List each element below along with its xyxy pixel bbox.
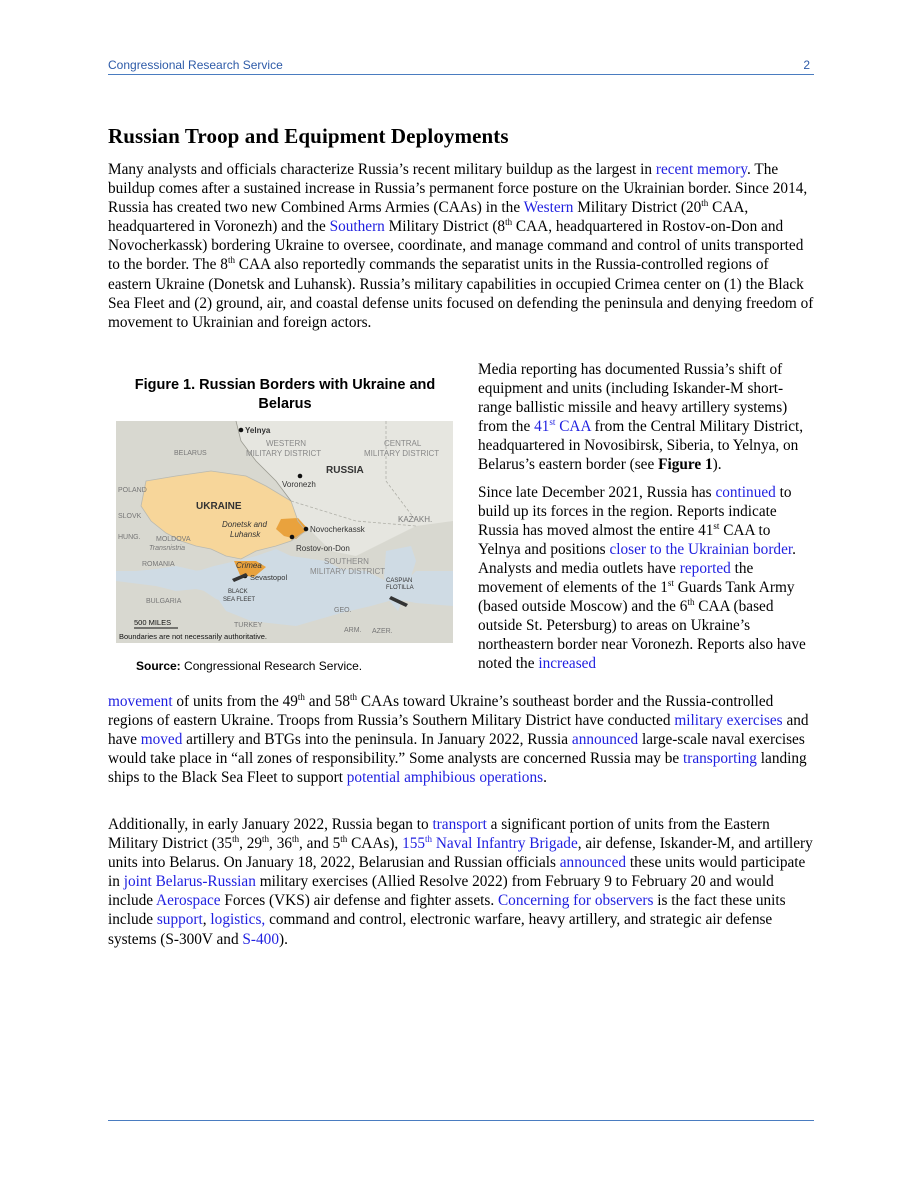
link-announced-belarus[interactable]: announced (559, 854, 627, 872)
label-donetsk-1: Donetsk and (222, 520, 267, 529)
header-rule (108, 74, 814, 75)
label-azer: AZER. (372, 628, 393, 635)
label-western-md-2: MILITARY DISTRICT (246, 449, 322, 458)
label-russia: RUSSIA (326, 465, 364, 476)
link-recent-memory[interactable]: recent memory (655, 161, 748, 178)
link-transporting[interactable]: transporting (683, 750, 757, 768)
link-moved[interactable]: moved (140, 731, 183, 749)
label-ukraine: UKRAINE (196, 501, 242, 512)
figure-source: Source: Congressional Research Service. (136, 659, 363, 673)
header-org: Congressional Research Service (108, 58, 283, 72)
paragraph-3b: movement of units from the 49th and 58th CAAs toward Ukraine’s southeast border and the Russia-controlled regions of eastern Ukraine. Troops from Russia’s Southern Military District have conducted military exercises and have moved artillery and BTGs into the peninsula. In January 2022, Russia announced large-scale naval exercises would take place in “all zones of responsibility.” Some analysts are concerned Russia may be transporting landing ships to the Black Sea Fleet to support potential amphibious operations. (108, 692, 809, 787)
paragraph-4: Additionally, in early January 2022, Russia began to transport a significant portion of units from the Eastern Military District (35th, 29th, 36th, and 5th CAAs), 155th Naval Infantry Brigade, air defense, Iskander-M, and artillery units into Belarus. On January 18, 2022, Belarusian and Russian officials announced these units would participate in joint Belarus-Russian military exercises (Allied Resolve 2022) from February 9 to February 20 and would include Aerospace Forces (VKS) air defense and fighter assets. Concerning for observers is the fact these units include support, logistics, command and control, electronic warfare, heavy artillery, and strategic air defense systems (S-300V and S-400). (108, 816, 813, 948)
link-joint-exercises[interactable]: joint Belarus-Russian (123, 873, 256, 891)
link-movement[interactable]: movement (108, 693, 173, 710)
right-column (478, 360, 814, 674)
label-central-md-2: MILITARY DISTRICT (364, 449, 440, 458)
label-central-md-1: CENTRAL (384, 439, 422, 448)
page-number: 2 (803, 58, 810, 72)
link-closer-border[interactable]: closer to the Ukrainian border (609, 540, 793, 558)
section-title: Russian Troop and Equipment Deployments (108, 124, 509, 148)
label-disclaimer: Boundaries are not necessarily authoritative. (119, 632, 268, 641)
link-logistics[interactable]: logistics, (210, 911, 266, 929)
link-transport[interactable]: transport (432, 816, 487, 833)
label-caspian-2: FLOTILLA (386, 585, 414, 591)
link-announced-naval[interactable]: announced (571, 731, 639, 749)
link-aerospace[interactable]: Aerospace (156, 892, 221, 910)
label-moldova: MOLDOVA (156, 536, 191, 543)
label-caspian-1: CASPIAN (386, 578, 413, 584)
label-geo: GEO. (334, 607, 352, 614)
paragraph-2: Media reporting has documented Russia’s shift of equipment and units (including Iskander-M short-range ballistic missile and heavy artillery systems) from the 41st CAA from the Central Military District, headquartered in Novosibirsk, Siberia, to Yelnya, on Belarus’s eastern border (see Figure 1). (478, 361, 804, 474)
label-kazakh: KAZAKH. (398, 515, 433, 524)
page-header (108, 58, 814, 74)
label-poland: POLAND (118, 487, 147, 494)
label-transnistria: Transnistria (149, 545, 186, 552)
label-arm: ARM. (344, 627, 362, 634)
paragraph-1: Many analysts and officials characterize Russia’s recent military buildup as the largest in recent memory. The buildup comes after a sustained increase in Russia’s permanent force posture on the Ukrainian border. Since 2014, Russia has created two new Combined Arms Armies (CAAs) in the Western Military District (20th CAA, headquartered in Voronezh) and the Southern Military District (8th CAA, headquartered in Rostov-on-Don and Novocherkassk) bordering Ukraine to oversee, coordinate, and manage command and control of units transported to the border. The 8th CAA also reportedly commands the separatist units in the Russia-controlled regions of eastern Ukraine (Donetsk and Luhansk). Russia’s military capabilities in occupied Crimea center on (1) the Black Sea Fleet and (2) ground, air, and coastal defense units focused on defending the peninsula and denying freedom of movement to Ukrainian and foreign actors. (108, 161, 814, 331)
label-rostov: Rostov-on-Don (296, 544, 350, 553)
label-black-sea-1: BLACK (228, 589, 248, 595)
label-southern-md-2: MILITARY DISTRICT (310, 567, 386, 576)
label-voronezh: Voronezh (282, 480, 316, 489)
label-novocherkassk: Novocherkassk (310, 525, 365, 534)
link-military-exercises[interactable]: military exercises (674, 712, 783, 730)
label-donetsk-2: Luhansk (230, 530, 261, 539)
label-bulgaria: BULGARIA (146, 598, 182, 605)
link-concerning[interactable]: Concerning for observers (497, 892, 654, 910)
label-scale: 500 MILES (134, 618, 172, 627)
label-romania: ROMANIA (142, 561, 175, 568)
link-s400[interactable]: S-400 (242, 930, 279, 948)
link-western[interactable]: Western (523, 199, 574, 217)
label-slovak: SLOVK (118, 513, 142, 520)
label-black-sea-2: SEA FLEET (223, 597, 256, 603)
label-turkey: TURKEY (234, 622, 263, 629)
figure-title: Figure 1. Russian Borders with Ukraine and Belarus (134, 377, 436, 412)
label-western-md-1: WESTERN (266, 439, 306, 448)
link-155th-brigade[interactable]: 155th Naval Infantry Brigade (402, 834, 578, 853)
footer-rule (108, 1120, 814, 1121)
label-yelnya: Yelnya (245, 426, 271, 435)
label-crimea: Crimea (236, 561, 262, 570)
label-hung: HUNG. (118, 534, 141, 541)
link-support[interactable]: support (156, 911, 203, 929)
map-figure (116, 421, 453, 643)
link-reported[interactable]: reported (679, 559, 731, 577)
label-southern-md-1: SOUTHERN (324, 557, 369, 566)
link-41st-caa[interactable]: 41st CAA (534, 417, 591, 436)
label-belarus: BELARUS (174, 450, 207, 457)
link-amphibious[interactable]: potential amphibious operations (346, 769, 544, 787)
paragraph-3a: Since late December 2021, Russia has continued to build up its forces in the region. Reports indicate Russia has moved almost the entire 41st CAA to Yelnya and positions closer to the Ukrainian border. Analysts and media outlets have reported the movement of elements of the 1st Guards Tank Army (based outside Moscow) and the 6th CAA (based outside St. Petersburg) to areas on Ukraine’s northeastern border near Voronezh. Reports also have noted the increased (478, 483, 806, 673)
label-sevastopol: Sevastopol (250, 573, 288, 582)
link-increased[interactable]: increased (538, 655, 597, 673)
link-continued[interactable]: continued (715, 483, 776, 501)
link-southern[interactable]: Southern (329, 218, 385, 236)
